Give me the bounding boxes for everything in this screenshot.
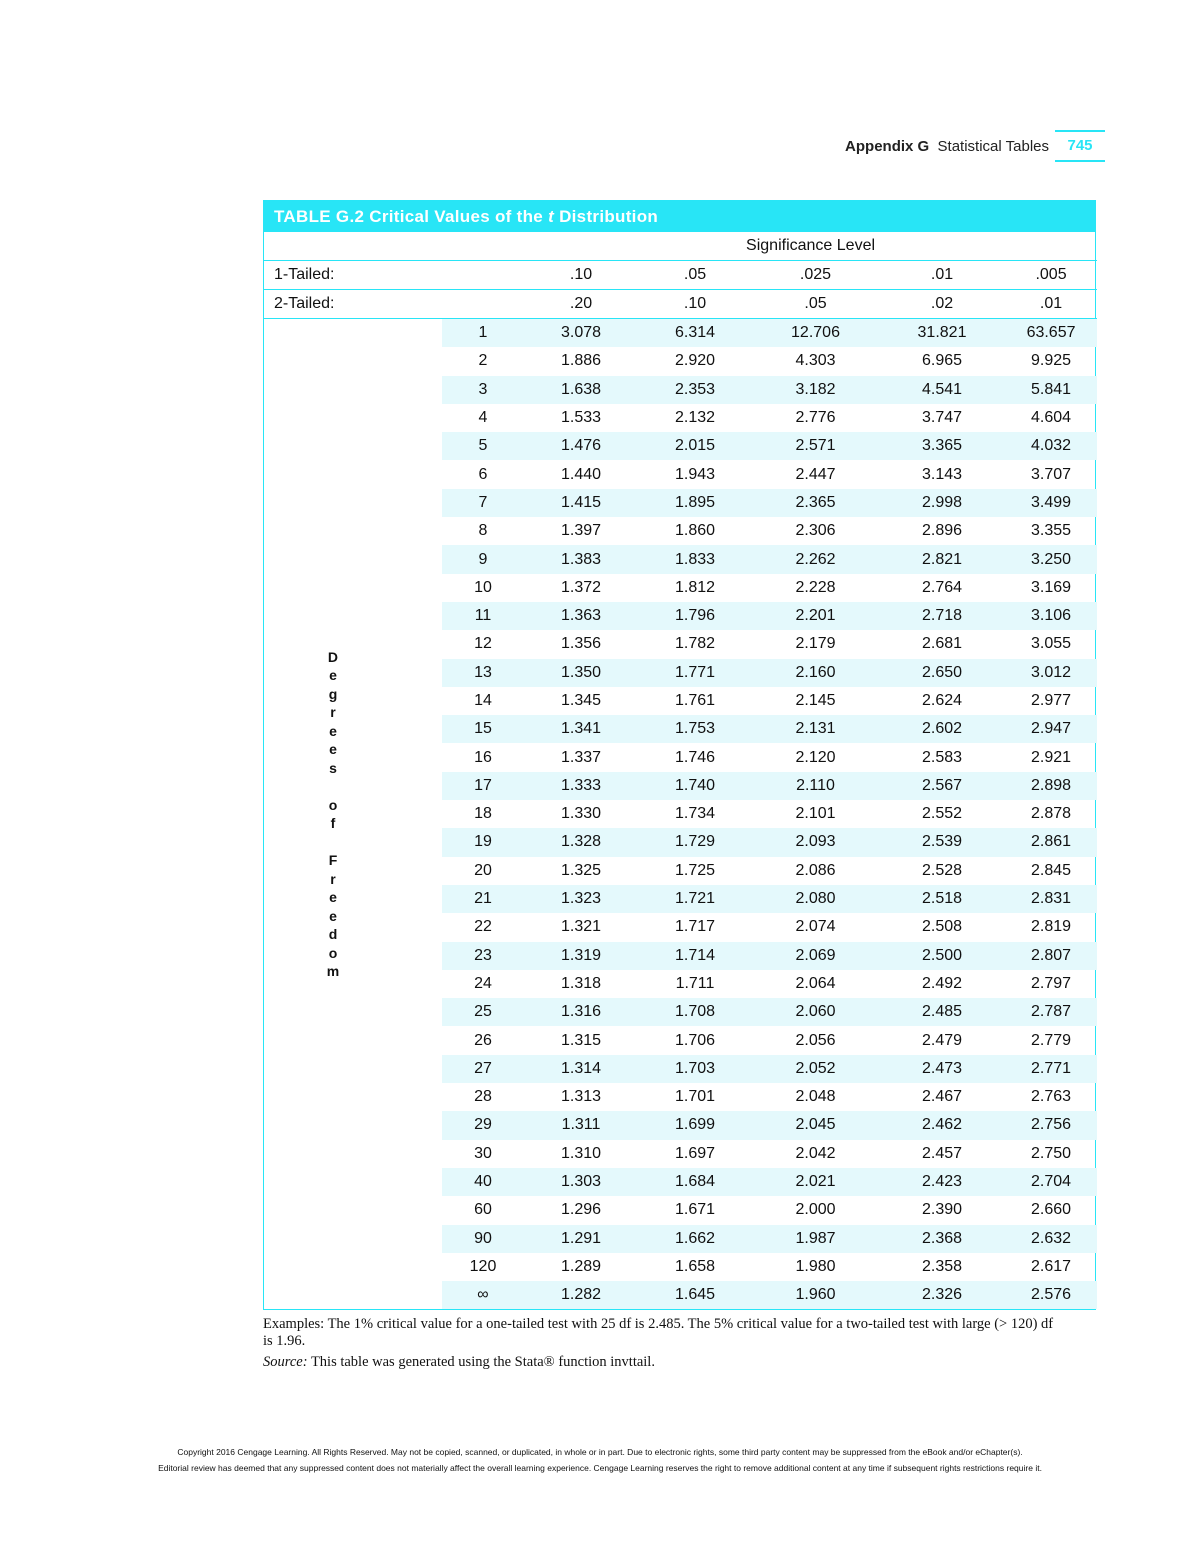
df-cell: 14 bbox=[474, 692, 492, 709]
value-cell: 2.878 bbox=[1031, 805, 1072, 823]
df-cell: 17 bbox=[442, 772, 524, 800]
value-cell: 63.657 bbox=[1005, 319, 1097, 348]
value-cell: 1.314 bbox=[524, 1055, 638, 1083]
label-letter: F bbox=[328, 852, 338, 869]
value-cell: 2.358 bbox=[921, 1257, 963, 1275]
value-cell: 2.179 bbox=[795, 635, 836, 653]
value-cell: 1.645 bbox=[638, 1281, 752, 1309]
value-cell: 1.671 bbox=[674, 1201, 716, 1219]
value-cell: 2.423 bbox=[879, 1168, 1005, 1196]
value-cell: 2.353 bbox=[638, 376, 752, 404]
df-cell: 8 bbox=[478, 522, 488, 540]
value-cell: 2.528 bbox=[921, 861, 963, 879]
source-note bbox=[263, 1354, 1063, 1371]
value-cell: 1.771 bbox=[638, 659, 752, 687]
value-cell: 2.048 bbox=[795, 1088, 836, 1106]
two-tailed-label: 2-Tailed: bbox=[264, 290, 442, 319]
value-cell: 1.345 bbox=[560, 692, 602, 709]
examples-note: Examples: The 1% critical value for a one-tailed test with 25 df is 2.485. The 5% critical value for a two-tailed test with large (> 120) df is 1.96. bbox=[263, 1316, 1054, 1349]
value-cell: 1.886 bbox=[560, 352, 602, 370]
value-cell: 1.833 bbox=[638, 545, 752, 573]
df-cell: 3 bbox=[442, 376, 524, 404]
df-cell: 27 bbox=[442, 1055, 524, 1083]
value-cell: 3.355 bbox=[1031, 522, 1072, 540]
value-cell: 1.717 bbox=[674, 918, 716, 936]
value-cell: 1.282 bbox=[524, 1281, 638, 1309]
value-cell: 2.771 bbox=[1005, 1055, 1097, 1083]
value-cell: 1.960 bbox=[752, 1281, 879, 1309]
value-cell: 1.740 bbox=[638, 772, 752, 800]
value-cell: 1.980 bbox=[795, 1257, 836, 1275]
value-cell: 2.576 bbox=[1005, 1281, 1097, 1309]
df-cell: 11 bbox=[442, 602, 524, 630]
df-cell: 13 bbox=[442, 659, 524, 687]
value-cell: 2.898 bbox=[1005, 772, 1097, 800]
df-cell: 23 bbox=[442, 942, 524, 970]
label-letter: o bbox=[328, 944, 338, 961]
value-cell: 1.333 bbox=[524, 772, 638, 800]
value-cell: 4.604 bbox=[1031, 409, 1072, 427]
value-cell: 1.318 bbox=[560, 974, 602, 992]
df-cell: 24 bbox=[474, 974, 492, 992]
value-cell: 2.776 bbox=[795, 409, 836, 427]
value-cell: 1.761 bbox=[674, 692, 716, 709]
value-cell: 3.365 bbox=[879, 432, 1005, 460]
value-cell: 3.055 bbox=[1031, 635, 1072, 653]
value-cell: 2.819 bbox=[1031, 918, 1072, 936]
source-text: This table was generated using the Stata® function invttail. bbox=[310, 1354, 655, 1370]
value-cell: 1.746 bbox=[674, 748, 716, 766]
one-tailed-level-0: .10 bbox=[524, 261, 638, 290]
value-cell: 1.711 bbox=[675, 974, 715, 992]
df-cell: 20 bbox=[474, 861, 492, 879]
value-cell: 1.662 bbox=[638, 1225, 752, 1253]
value-cell: 1.319 bbox=[524, 942, 638, 970]
value-cell: 2.365 bbox=[752, 489, 879, 517]
degrees-of-freedom-label bbox=[264, 319, 442, 1310]
value-cell: 2.787 bbox=[1005, 998, 1097, 1026]
value-cell: 1.440 bbox=[560, 465, 602, 483]
value-cell: 1.356 bbox=[560, 635, 602, 653]
value-cell: 1.316 bbox=[524, 998, 638, 1026]
value-cell: 2.998 bbox=[879, 489, 1005, 517]
value-cell: 2.583 bbox=[921, 748, 963, 766]
page-number: 745 bbox=[1055, 130, 1105, 162]
one-tailed-level-2: .025 bbox=[752, 261, 879, 290]
df-cell: 18 bbox=[474, 805, 492, 823]
table-title-prefix: TABLE G.2 Critical Values of the bbox=[274, 207, 549, 226]
value-cell: 2.947 bbox=[1005, 715, 1097, 743]
value-cell: 2.602 bbox=[879, 715, 1005, 743]
value-cell: 2.457 bbox=[921, 1144, 963, 1162]
value-cell: 2.080 bbox=[752, 885, 879, 913]
value-cell: 9.925 bbox=[1031, 352, 1072, 370]
section-title: Statistical Tables bbox=[937, 138, 1049, 155]
df-cell: 29 bbox=[442, 1111, 524, 1139]
value-cell: 2.074 bbox=[795, 918, 836, 936]
value-cell: 1.699 bbox=[638, 1111, 752, 1139]
table-title bbox=[264, 201, 1095, 232]
value-cell: 2.896 bbox=[921, 522, 963, 540]
value-cell: 2.086 bbox=[795, 861, 836, 879]
value-cell: 2.064 bbox=[795, 974, 836, 992]
value-cell: 2.042 bbox=[795, 1144, 836, 1162]
value-cell: 2.447 bbox=[795, 465, 836, 483]
df-cell: 5 bbox=[442, 432, 524, 460]
running-head-text bbox=[845, 138, 1049, 155]
df-cell: 26 bbox=[474, 1031, 492, 1049]
value-cell: 3.707 bbox=[1031, 465, 1072, 483]
value-cell: 2.492 bbox=[921, 974, 963, 992]
label-letter: m bbox=[326, 963, 340, 980]
value-cell: 1.476 bbox=[524, 432, 638, 460]
value-cell: 2.861 bbox=[1005, 828, 1097, 856]
value-cell: 1.812 bbox=[674, 578, 716, 596]
two-tailed-level-1: .10 bbox=[638, 290, 752, 319]
value-cell: 2.485 bbox=[879, 998, 1005, 1026]
value-cell: 2.571 bbox=[752, 432, 879, 460]
significance-header: Significance Level bbox=[524, 232, 1097, 261]
table-row bbox=[264, 319, 1097, 348]
value-cell: 3.182 bbox=[752, 376, 879, 404]
value-cell: 1.303 bbox=[524, 1168, 638, 1196]
value-cell: 4.032 bbox=[1005, 432, 1097, 460]
value-cell: 3.078 bbox=[524, 319, 638, 348]
value-cell: 2.390 bbox=[921, 1201, 963, 1219]
value-cell: 1.341 bbox=[524, 715, 638, 743]
running-head bbox=[0, 130, 1105, 162]
one-tailed-level-4: .005 bbox=[1005, 261, 1097, 290]
value-cell: 2.518 bbox=[879, 885, 1005, 913]
value-cell: 2.718 bbox=[879, 602, 1005, 630]
df-cell: 9 bbox=[442, 545, 524, 573]
df-cell: 7 bbox=[442, 489, 524, 517]
df-cell: 12 bbox=[474, 635, 492, 653]
value-cell: 1.734 bbox=[674, 805, 716, 823]
value-cell: 1.323 bbox=[524, 885, 638, 913]
copyright-notice bbox=[0, 1444, 1200, 1476]
source-label: Source: bbox=[263, 1354, 308, 1370]
value-cell: 1.328 bbox=[524, 828, 638, 856]
value-cell: 2.132 bbox=[674, 409, 716, 427]
value-cell: 2.921 bbox=[1031, 748, 1072, 766]
value-cell: 1.321 bbox=[560, 918, 602, 936]
df-cell: 25 bbox=[442, 998, 524, 1026]
value-cell: 3.250 bbox=[1005, 545, 1097, 573]
label-letter: s bbox=[329, 759, 337, 776]
value-cell: 2.704 bbox=[1005, 1168, 1097, 1196]
value-cell: 31.821 bbox=[879, 319, 1005, 348]
df-cell: 6 bbox=[478, 465, 488, 483]
value-cell: 2.977 bbox=[1031, 692, 1072, 709]
value-cell: 2.567 bbox=[879, 772, 1005, 800]
label-letter: e bbox=[329, 889, 337, 906]
value-cell: 2.763 bbox=[1031, 1088, 1072, 1106]
value-cell: 2.201 bbox=[752, 602, 879, 630]
value-cell: 2.462 bbox=[879, 1111, 1005, 1139]
value-cell: 3.499 bbox=[1005, 489, 1097, 517]
value-cell: 2.920 bbox=[674, 352, 716, 370]
value-cell: 2.326 bbox=[879, 1281, 1005, 1309]
label-letter: f bbox=[330, 815, 336, 832]
value-cell: 1.729 bbox=[638, 828, 752, 856]
value-cell: 1.310 bbox=[560, 1144, 602, 1162]
value-cell: 1.397 bbox=[560, 522, 602, 540]
value-cell: 2.368 bbox=[879, 1225, 1005, 1253]
label-letter: e bbox=[329, 907, 337, 924]
value-cell: 1.638 bbox=[524, 376, 638, 404]
value-cell: 2.779 bbox=[1031, 1031, 1072, 1049]
value-cell: 2.500 bbox=[879, 942, 1005, 970]
value-cell: 5.841 bbox=[1005, 376, 1097, 404]
value-cell: 1.296 bbox=[560, 1201, 602, 1219]
value-cell: 2.552 bbox=[921, 805, 963, 823]
label-letter: D bbox=[327, 648, 339, 665]
value-cell: 1.315 bbox=[560, 1031, 602, 1049]
value-cell: 1.895 bbox=[638, 489, 752, 517]
value-cell: 3.143 bbox=[921, 465, 963, 483]
value-cell: 2.650 bbox=[879, 659, 1005, 687]
label-letter: o bbox=[328, 796, 338, 813]
value-cell: 1.721 bbox=[638, 885, 752, 913]
value-cell: 1.658 bbox=[674, 1257, 716, 1275]
value-cell: 2.660 bbox=[1031, 1201, 1072, 1219]
value-cell: 1.987 bbox=[752, 1225, 879, 1253]
value-cell: 1.350 bbox=[524, 659, 638, 687]
value-cell: 1.684 bbox=[638, 1168, 752, 1196]
critical-values-grid bbox=[264, 232, 1097, 1309]
value-cell: 1.330 bbox=[560, 805, 602, 823]
value-cell: 2.262 bbox=[752, 545, 879, 573]
value-cell: 2.539 bbox=[879, 828, 1005, 856]
value-cell: 2.797 bbox=[1031, 974, 1072, 992]
value-cell: 2.000 bbox=[795, 1201, 836, 1219]
label-letter: d bbox=[328, 926, 338, 943]
value-cell: 2.060 bbox=[752, 998, 879, 1026]
value-cell: 1.703 bbox=[638, 1055, 752, 1083]
value-cell: 3.169 bbox=[1031, 578, 1072, 596]
value-cell: 1.313 bbox=[560, 1088, 602, 1106]
label-letter: e bbox=[329, 741, 337, 758]
value-cell: 1.943 bbox=[674, 465, 716, 483]
value-cell: 1.708 bbox=[638, 998, 752, 1026]
df-cell: 22 bbox=[474, 918, 492, 936]
value-cell: 2.069 bbox=[752, 942, 879, 970]
value-cell: 2.845 bbox=[1031, 861, 1072, 879]
label-letter: r bbox=[330, 704, 336, 721]
df-cell: 4 bbox=[478, 409, 488, 427]
value-cell: 3.012 bbox=[1005, 659, 1097, 687]
value-cell: 2.821 bbox=[879, 545, 1005, 573]
df-cell: 21 bbox=[442, 885, 524, 913]
label-letter: r bbox=[330, 870, 336, 887]
value-cell: 1.372 bbox=[560, 578, 602, 596]
copyright-line-2: Editorial review has deemed that any suppressed content does not materially affect the overall learning experience. Cengage Learning reserves the right to remove additional content at any time if subsequent rights restrictions require it. bbox=[158, 1463, 1042, 1473]
value-cell: 1.291 bbox=[524, 1225, 638, 1253]
value-cell: 1.415 bbox=[524, 489, 638, 517]
df-cell: 16 bbox=[474, 748, 492, 766]
value-cell: 2.750 bbox=[1031, 1144, 1072, 1162]
copyright-line-1: Copyright 2016 Cengage Learning. All Rights Reserved. May not be copied, scanned, or duplicated, in whole or in part. Due to electronic rights, some third party content may be suppressed from the eBook and/or eChapter(s). bbox=[177, 1447, 1023, 1457]
value-cell: 2.306 bbox=[795, 522, 836, 540]
value-cell: 1.363 bbox=[524, 602, 638, 630]
value-cell: 1.860 bbox=[674, 522, 716, 540]
value-cell: 3.747 bbox=[921, 409, 963, 427]
value-cell: 2.508 bbox=[921, 918, 963, 936]
value-cell: 1.725 bbox=[674, 861, 716, 879]
value-cell: 12.706 bbox=[752, 319, 879, 348]
value-cell: 2.681 bbox=[921, 635, 963, 653]
value-cell: 2.015 bbox=[638, 432, 752, 460]
df-cell: 15 bbox=[442, 715, 524, 743]
table-title-suffix: Distribution bbox=[554, 207, 659, 226]
value-cell: 2.473 bbox=[879, 1055, 1005, 1083]
value-cell: 2.831 bbox=[1005, 885, 1097, 913]
two-tailed-level-3: .02 bbox=[879, 290, 1005, 319]
df-cell: 1 bbox=[442, 319, 524, 348]
df-cell: 10 bbox=[474, 578, 492, 596]
value-cell: 2.479 bbox=[921, 1031, 963, 1049]
value-cell: 2.467 bbox=[921, 1088, 963, 1106]
value-cell: 1.311 bbox=[524, 1111, 638, 1139]
two-tailed-level-0: .20 bbox=[524, 290, 638, 319]
df-cell: 90 bbox=[442, 1225, 524, 1253]
value-cell: 1.701 bbox=[674, 1088, 716, 1106]
df-cell: 2 bbox=[478, 352, 488, 370]
df-cell: 40 bbox=[442, 1168, 524, 1196]
value-cell: 1.753 bbox=[638, 715, 752, 743]
value-cell: 2.160 bbox=[752, 659, 879, 687]
df-cell: 28 bbox=[474, 1088, 492, 1106]
value-cell: 1.337 bbox=[560, 748, 602, 766]
value-cell: 2.131 bbox=[752, 715, 879, 743]
value-cell: 2.052 bbox=[752, 1055, 879, 1083]
two-tailed-level-4: .01 bbox=[1005, 290, 1097, 319]
value-cell: 1.706 bbox=[674, 1031, 716, 1049]
one-tailed-level-3: .01 bbox=[879, 261, 1005, 290]
value-cell: 2.145 bbox=[795, 692, 836, 709]
value-cell: 2.756 bbox=[1005, 1111, 1097, 1139]
value-cell: 2.617 bbox=[1031, 1257, 1072, 1275]
label-letter: g bbox=[328, 685, 338, 702]
value-cell: 1.383 bbox=[524, 545, 638, 573]
value-cell: 2.228 bbox=[795, 578, 836, 596]
label-letter: e bbox=[329, 722, 337, 739]
df-cell: 60 bbox=[474, 1201, 492, 1219]
value-cell: 4.541 bbox=[879, 376, 1005, 404]
value-cell: 1.533 bbox=[560, 409, 602, 427]
value-cell: 6.314 bbox=[638, 319, 752, 348]
value-cell: 1.796 bbox=[638, 602, 752, 630]
value-cell: 1.289 bbox=[560, 1257, 602, 1275]
value-cell: 2.632 bbox=[1005, 1225, 1097, 1253]
df-cell: ∞ bbox=[442, 1281, 524, 1309]
value-cell: 2.021 bbox=[752, 1168, 879, 1196]
two-tailed-level-2: .05 bbox=[752, 290, 879, 319]
value-cell: 3.106 bbox=[1005, 602, 1097, 630]
t-distribution-table bbox=[263, 200, 1096, 1310]
one-tailed-label: 1-Tailed: bbox=[264, 261, 442, 290]
label-letter: e bbox=[329, 667, 337, 684]
value-cell: 2.101 bbox=[795, 805, 836, 823]
value-cell: 2.764 bbox=[921, 578, 963, 596]
value-cell: 2.056 bbox=[795, 1031, 836, 1049]
value-cell: 2.110 bbox=[752, 772, 879, 800]
value-cell: 1.782 bbox=[674, 635, 716, 653]
value-cell: 1.325 bbox=[560, 861, 602, 879]
df-cell: 30 bbox=[474, 1144, 492, 1162]
one-tailed-level-1: .05 bbox=[638, 261, 752, 290]
table-notes bbox=[263, 1316, 1063, 1375]
appendix-label: Appendix G bbox=[845, 138, 930, 155]
df-cell: 19 bbox=[442, 828, 524, 856]
value-cell: 1.697 bbox=[674, 1144, 716, 1162]
value-cell: 2.624 bbox=[921, 692, 963, 709]
df-cell: 120 bbox=[469, 1257, 497, 1275]
value-cell: 1.714 bbox=[638, 942, 752, 970]
value-cell: 4.303 bbox=[795, 352, 836, 370]
value-cell: 2.093 bbox=[752, 828, 879, 856]
value-cell: 2.045 bbox=[752, 1111, 879, 1139]
value-cell: 2.120 bbox=[795, 748, 836, 766]
value-cell: 2.807 bbox=[1005, 942, 1097, 970]
table-title-italic: t bbox=[548, 207, 555, 226]
value-cell: 6.965 bbox=[921, 352, 963, 370]
